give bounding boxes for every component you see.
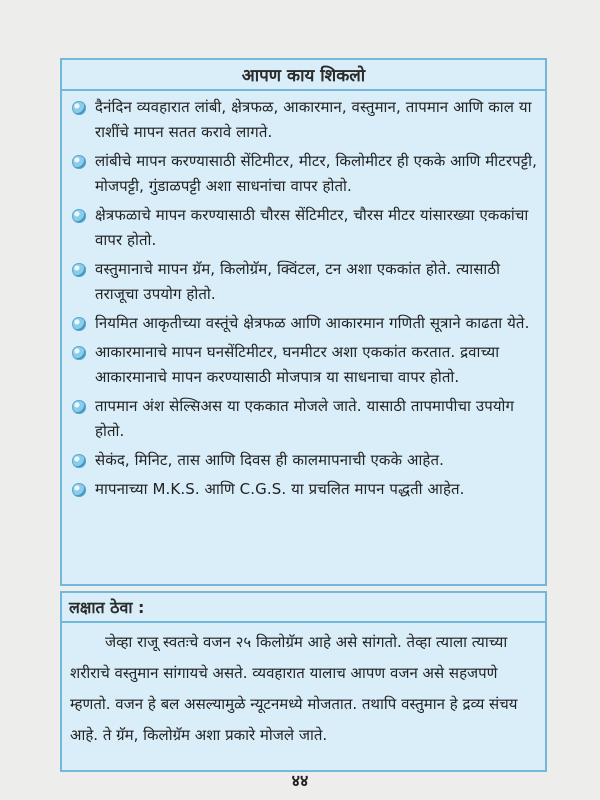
remember-header <box>62 593 545 623</box>
learning-point <box>72 394 537 444</box>
blue-dot-bullet-icon <box>72 317 86 331</box>
page-number: ४४ <box>291 771 309 790</box>
blue-dot-bullet-icon <box>72 454 86 468</box>
blue-dot-bullet-icon <box>72 263 86 277</box>
learning-point <box>72 257 537 307</box>
learning-point-text: मापनाच्या M.K.S. आणि C.G.S. या प्रचलित मापन पद्धती आहेत. <box>95 480 465 498</box>
blue-dot-bullet-icon <box>72 155 86 169</box>
learning-point <box>72 311 537 336</box>
what-we-learned-box <box>60 58 547 586</box>
learning-point <box>72 448 537 473</box>
remember-title: लक्षात ठेवा : <box>69 598 145 617</box>
blue-dot-bullet-icon <box>72 101 86 115</box>
blue-dot-bullet-icon <box>72 209 86 223</box>
blue-dot-bullet-icon <box>72 483 86 497</box>
learning-point <box>72 477 537 502</box>
learning-point <box>72 203 537 253</box>
learning-point-text: तापमान अंश सेल्सिअस या एककात मोजले जाते. यासाठी तापमापीचा उपयोग होतो. <box>95 397 515 440</box>
learning-point <box>72 149 537 199</box>
learning-point-text: सेकंद, मिनिट, तास आणि दिवस ही कालमापनाची एकके आहेत. <box>95 451 444 469</box>
remember-box <box>60 591 547 772</box>
learning-point-text: दैनंदिन व्यवहारात लांबी, क्षेत्रफळ, आकारमान, वस्तुमान, तापमान आणि काल या राशींचे मापन सतत करावे लागते. <box>95 98 532 141</box>
learning-point-text: लांबीचे मापन करण्यासाठी सेंटिमीटर, मीटर, किलोमीटर ही एकके आणि मीटरपट्टी, मोजपट्टी, गुंडाळपट्टी अशा साधनांचा वापर होतो. <box>95 152 537 195</box>
what-we-learned-title: आपण काय शिकलो <box>241 66 366 86</box>
learning-point-text: आकारमानाचे मापन घनसेंटिमीटर, घनमीटर अशा एककांत करतात. द्रवाच्या आकारमानाचे मापन करण्यासाठी मोजपात्र या साधनाचा वापर होतो. <box>95 343 500 386</box>
learning-point-text: वस्तुमानाचे मापन ग्रॅम, किलोग्रॅम, क्विंटल, टन अशा एककांत होते. त्यासाठी तराजूचा उपयोग होतो. <box>95 260 501 303</box>
learning-point <box>72 340 537 390</box>
blue-dot-bullet-icon <box>72 400 86 414</box>
learning-point-text: क्षेत्रफळाचे मापन करण्यासाठी चौरस सेंटिमीटर, चौरस मीटर यांसारख्या एककांचा वापर होतो. <box>95 206 529 249</box>
learning-points-list <box>62 91 545 502</box>
blue-dot-bullet-icon <box>72 346 86 360</box>
learning-point <box>72 95 537 145</box>
learning-point-text: नियमित आकृतीच्या वस्तूंचे क्षेत्रफळ आणि आकारमान गणिती सूत्राने काढता येते. <box>95 314 530 332</box>
remember-paragraph: जेव्हा राजू स्वतःचे वजन २५ किलोग्रॅम आहे असे सांगतो. तेव्हा त्याला त्याच्या शरीराचे वस्तुमान सांगायचे असते. व्यवहारात यालाच आपण वजन असे सहजपणे म्हणतो. वजन हे बल असल्यामुळे न्यूटनमध्ये मोजतात. तथापि वस्तुमान हे द्रव्य संचय आहे. ते ग्रॅम, किलोग्रॅम अशा प्रकारे मोजले जाते. <box>70 633 518 744</box>
what-we-learned-header <box>62 60 545 91</box>
